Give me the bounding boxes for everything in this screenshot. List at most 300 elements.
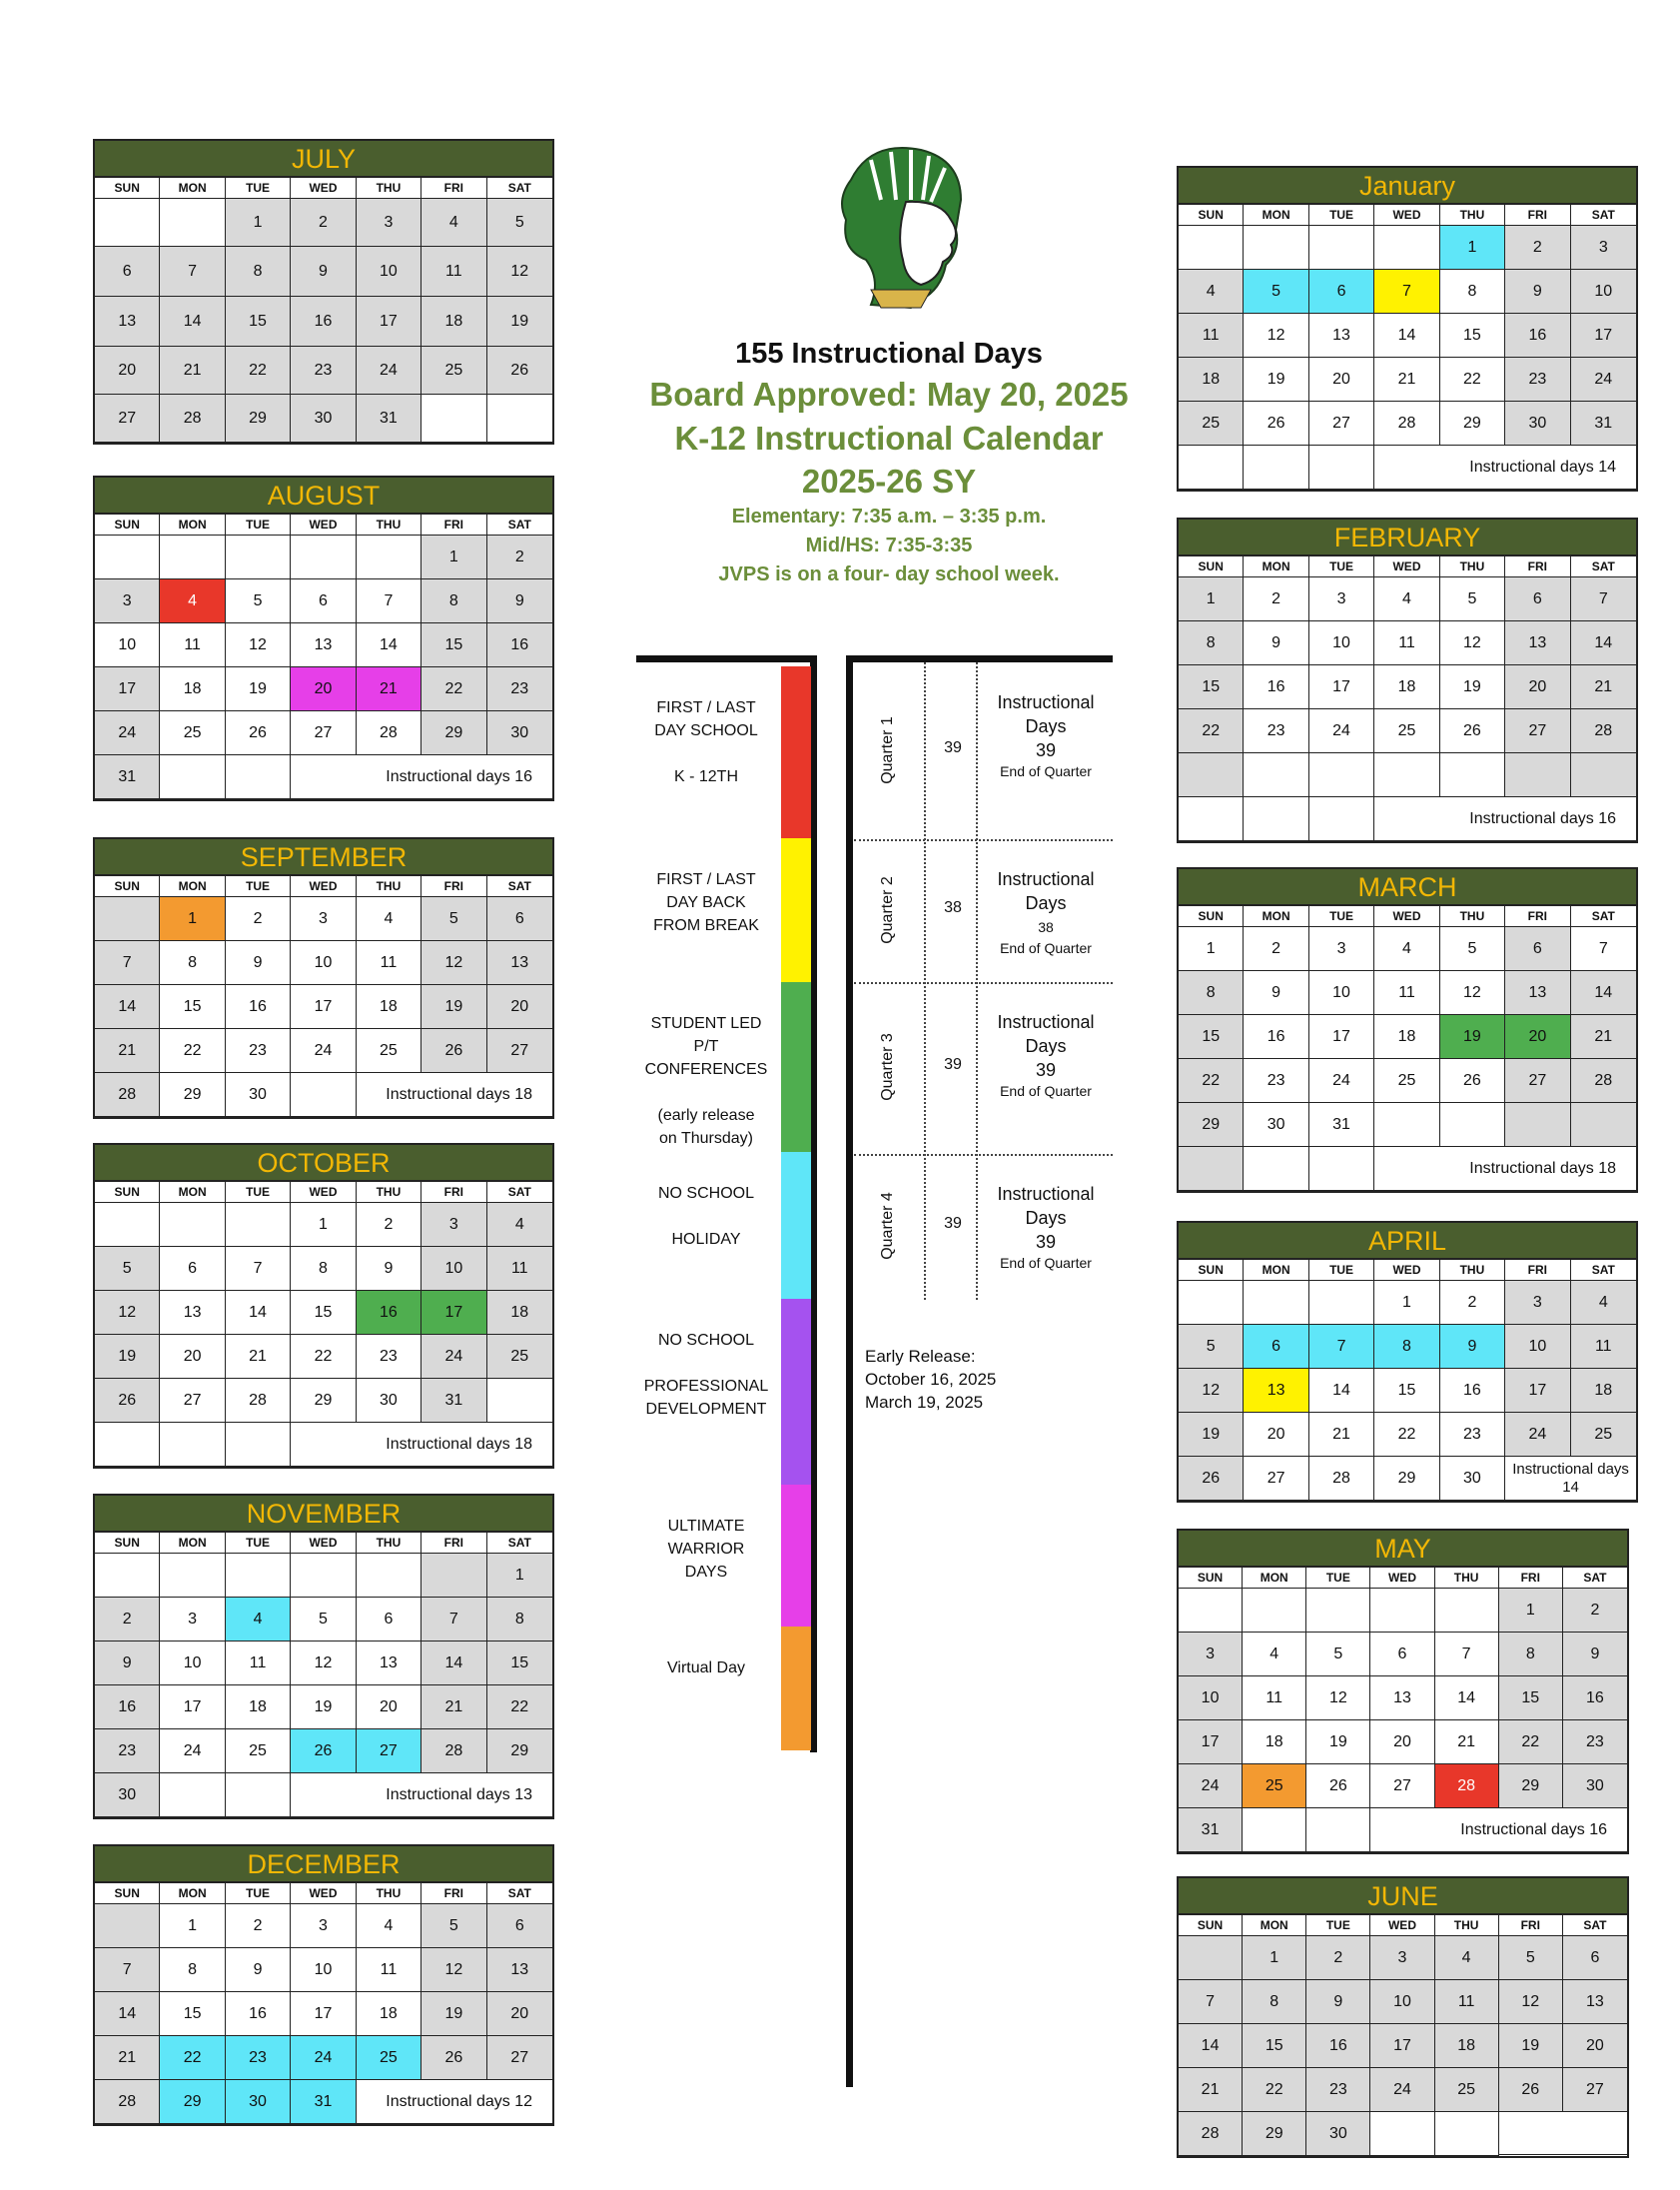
day-cell: 13 (1309, 314, 1374, 358)
weekday-header: TUE (226, 178, 291, 199)
day-cell: 13 (1370, 1676, 1434, 1720)
weekday-header: WED (291, 1533, 356, 1554)
day-cell: 1 (1179, 927, 1244, 971)
empty-cell (1309, 446, 1374, 490)
day-cell: 17 (1571, 314, 1636, 358)
day-cell: 11 (1374, 621, 1439, 665)
day-cell: 7 (1309, 1325, 1374, 1369)
day-cell: 15 (1499, 1676, 1563, 1720)
day-cell: 12 (1179, 1369, 1244, 1413)
weekday-header: FRI (421, 876, 486, 897)
legend-color-swatch (781, 1485, 811, 1627)
day-cell: 18 (357, 985, 421, 1029)
empty-cell (1374, 753, 1439, 797)
day-cell: 25 (1179, 402, 1244, 446)
empty-cell (1244, 1147, 1308, 1191)
month-grid (1179, 556, 1636, 841)
empty-cell (1243, 1808, 1306, 1852)
weekday-header: SUN (1179, 205, 1244, 226)
weekday-header: SUN (1179, 1260, 1244, 1281)
day-cell: 11 (226, 1642, 291, 1685)
day-cell: 4 (1243, 1633, 1306, 1676)
weekday-header: WED (1370, 1915, 1434, 1936)
day-cell: 18 (160, 667, 225, 711)
month-title: DECEMBER (95, 1846, 552, 1883)
quarter-day-count: 39 (944, 1056, 962, 1073)
day-cell: 2 (1244, 577, 1308, 621)
quarter-separator (854, 982, 1113, 984)
empty-cell (1244, 226, 1308, 270)
day-cell: 27 (1563, 2068, 1627, 2112)
day-cell: 12 (291, 1642, 356, 1685)
midhs-hours: Mid/HS: 7:35-3:35 (805, 535, 973, 556)
day-cell: 30 (1244, 1103, 1308, 1147)
day-cell: 8 (1440, 270, 1505, 314)
weekday-header: TUE (226, 1182, 291, 1203)
day-cell: 6 (487, 1904, 552, 1948)
weekday-header: SUN (1179, 1568, 1243, 1589)
weekday-header: FRI (1499, 1915, 1563, 1936)
day-cell: 25 (487, 1335, 552, 1379)
day-cell: 16 (1563, 1676, 1627, 1720)
day-cell: 2 (1244, 927, 1308, 971)
month-title: SEPTEMBER (95, 839, 552, 876)
elementary-hours: Elementary: 7:35 a.m. – 3:35 p.m. (731, 506, 1047, 528)
day-cell: 27 (1505, 1059, 1570, 1103)
day-cell: 9 (1244, 971, 1308, 1015)
day-cell: 29 (1374, 1457, 1439, 1501)
day-cell: 9 (487, 579, 552, 623)
weekday-header: WED (291, 1182, 356, 1203)
instructional-days-note: Instructional days 18 (291, 1423, 552, 1467)
day-cell: 4 (1374, 927, 1439, 971)
day-cell: 26 (1179, 1457, 1244, 1501)
day-cell: 6 (1309, 270, 1374, 314)
four-day-week-note: JVPS is on a four- day school week. (718, 563, 1060, 585)
quarter-label-text: Quarter 2 (878, 875, 896, 944)
day-cell: 15 (1179, 665, 1244, 709)
weekday-header: MON (160, 1533, 225, 1554)
day-cell: 2 (226, 1904, 291, 1948)
day-cell: 6 (1505, 577, 1570, 621)
day-cell: 6 (1370, 1633, 1434, 1676)
day-cell: 22 (487, 1685, 552, 1729)
day-cell: 1 (160, 897, 225, 941)
day-cell: 13 (1244, 1369, 1308, 1413)
weekday-header: TUE (1306, 1915, 1370, 1936)
day-cell: 16 (291, 297, 356, 347)
day-cell: 20 (487, 985, 552, 1029)
weekday-header: WED (1374, 1260, 1439, 1281)
empty-cell (487, 1379, 552, 1423)
quarter-divider-line (976, 662, 978, 1300)
weekday-header: THU (357, 1182, 421, 1203)
day-cell: 12 (1306, 1676, 1370, 1720)
quarter-description (979, 690, 1113, 780)
weekday-header: SUN (95, 515, 160, 536)
day-cell: 15 (487, 1642, 552, 1685)
day-cell: 28 (421, 1729, 486, 1773)
day-cell: 25 (1243, 1764, 1306, 1808)
day-cell: 31 (421, 1379, 486, 1423)
month-title: OCTOBER (95, 1145, 552, 1182)
quarter-desc-end: End of Quarter (1000, 940, 1092, 956)
day-cell: 25 (357, 2036, 421, 2080)
month-title: APRIL (1179, 1223, 1636, 1260)
empty-cell (1571, 753, 1636, 797)
month-calendar-may (1177, 1529, 1629, 1854)
weekday-header: MON (160, 515, 225, 536)
month-grid (95, 515, 552, 799)
empty-cell (95, 897, 160, 941)
day-cell: 8 (1374, 1325, 1439, 1369)
day-cell: 17 (357, 297, 421, 347)
day-cell: 5 (226, 579, 291, 623)
month-calendar-december (93, 1844, 554, 2126)
empty-cell (95, 1423, 160, 1467)
empty-cell (291, 1554, 356, 1598)
quarter-separator (854, 1154, 1113, 1156)
day-cell: 7 (1571, 927, 1636, 971)
empty-cell (1370, 1589, 1434, 1633)
quarter-separator (854, 839, 1113, 841)
month-grid (95, 1883, 552, 2124)
empty-cell (1179, 226, 1244, 270)
day-cell: 19 (1306, 1720, 1370, 1764)
empty-cell (291, 1073, 356, 1117)
day-cell: 24 (95, 711, 160, 755)
empty-cell (226, 1203, 291, 1247)
quarter-label (854, 875, 904, 944)
month-grid (1179, 205, 1636, 490)
day-cell: 19 (291, 1685, 356, 1729)
day-cell: 25 (357, 1029, 421, 1073)
day-cell: 14 (160, 297, 225, 347)
day-cell: 30 (226, 2080, 291, 2124)
day-cell: 10 (95, 623, 160, 667)
day-cell: 8 (160, 1948, 225, 1992)
day-cell: 25 (1374, 709, 1439, 753)
day-cell: 2 (226, 897, 291, 941)
quarter-label (854, 715, 904, 784)
day-cell: 25 (160, 711, 225, 755)
day-cell: 18 (1571, 1369, 1636, 1413)
day-cell: 17 (1370, 2024, 1434, 2068)
day-cell: 3 (1370, 1936, 1434, 1980)
instructional-days-note: Instructional days 18 (1374, 1147, 1636, 1191)
day-cell: 21 (1179, 2068, 1243, 2112)
month-grid (1179, 1568, 1627, 1852)
weekday-header: SAT (487, 515, 552, 536)
month-title: MAY (1179, 1531, 1627, 1568)
empty-cell (291, 536, 356, 579)
day-cell: 2 (357, 1203, 421, 1247)
instructional-days-note: Instructional days 14 (1374, 446, 1636, 490)
day-cell: 16 (226, 985, 291, 1029)
day-cell: 22 (1440, 358, 1505, 402)
day-cell: 18 (1243, 1720, 1306, 1764)
instructional-days-note: Instructional days 16 (291, 755, 552, 799)
day-cell: 13 (291, 623, 356, 667)
day-cell: 27 (487, 2036, 552, 2080)
month-grid (95, 876, 552, 1117)
empty-cell (1440, 753, 1505, 797)
day-cell: 5 (291, 1598, 356, 1642)
day-cell: 3 (291, 897, 356, 941)
day-cell: 26 (291, 1729, 356, 1773)
day-cell: 17 (1179, 1720, 1243, 1764)
day-cell: 30 (226, 1073, 291, 1117)
day-cell: 12 (226, 623, 291, 667)
day-cell: 17 (95, 667, 160, 711)
empty-cell (95, 1554, 160, 1598)
empty-cell (1179, 446, 1244, 490)
month-calendar-july (93, 139, 554, 445)
day-cell: 30 (1563, 1764, 1627, 1808)
weekday-header: FRI (421, 1182, 486, 1203)
weekday-header: FRI (1505, 205, 1570, 226)
instructional-days-note: Instructional days 14 (1505, 1457, 1636, 1501)
empty-cell (1571, 1103, 1636, 1147)
instructional-days-note: Instructional days 18 (357, 1073, 552, 1117)
day-cell: 28 (160, 395, 225, 443)
weekday-header: FRI (1505, 1260, 1570, 1281)
day-cell: 23 (487, 667, 552, 711)
weekday-header: SAT (487, 178, 552, 199)
day-cell: 30 (357, 1379, 421, 1423)
day-cell: 23 (1244, 1059, 1308, 1103)
day-cell: 27 (1370, 1764, 1434, 1808)
day-cell: 20 (1505, 1015, 1570, 1059)
weekday-header: MON (160, 1883, 225, 1904)
weekday-header: THU (1435, 1915, 1499, 1936)
day-cell: 8 (160, 941, 225, 985)
day-cell: 5 (1440, 577, 1505, 621)
day-cell: 29 (226, 395, 291, 443)
weekday-header: SUN (95, 876, 160, 897)
day-cell: 22 (291, 1335, 356, 1379)
day-cell: 29 (421, 711, 486, 755)
empty-cell (1179, 1589, 1243, 1633)
day-cell: 31 (291, 2080, 356, 2124)
day-cell: 13 (357, 1642, 421, 1685)
day-cell: 4 (1179, 270, 1244, 314)
day-cell: 26 (1306, 1764, 1370, 1808)
day-cell: 14 (1571, 621, 1636, 665)
day-cell: 7 (1571, 577, 1636, 621)
weekday-header: MON (1244, 906, 1308, 927)
day-cell: 10 (291, 941, 356, 985)
weekday-header: THU (357, 515, 421, 536)
day-cell: 8 (1243, 1980, 1306, 2024)
early-release-date: October 16, 2025 (865, 1370, 997, 1389)
day-cell: 7 (1435, 1633, 1499, 1676)
quarter-description (979, 1010, 1113, 1100)
day-cell: 27 (487, 1029, 552, 1073)
weekday-header: FRI (421, 1883, 486, 1904)
day-cell: 7 (95, 941, 160, 985)
day-cell: 20 (160, 1335, 225, 1379)
weekday-header: THU (357, 876, 421, 897)
day-cell: 4 (487, 1203, 552, 1247)
day-cell: 6 (95, 247, 160, 297)
day-cell: 28 (1374, 402, 1439, 446)
day-cell: 28 (1571, 709, 1636, 753)
day-cell: 8 (1179, 621, 1244, 665)
day-cell: 2 (291, 199, 356, 247)
day-cell: 12 (95, 1291, 160, 1335)
day-cell: 4 (1374, 577, 1439, 621)
day-cell: 12 (421, 1948, 486, 1992)
legend-color-swatch (781, 666, 811, 838)
weekday-header: SUN (1179, 906, 1244, 927)
day-cell: 4 (1435, 1936, 1499, 1980)
day-cell: 16 (1244, 1015, 1308, 1059)
school-logo-chief-icon (811, 140, 981, 310)
legend-label: STUDENT LED P/T CONFERENCES (early release on Thursday) (644, 1015, 768, 1147)
day-cell: 11 (487, 1247, 552, 1291)
empty-cell (1179, 1281, 1244, 1325)
day-cell: 13 (1505, 621, 1570, 665)
quarter-desc-title: Instructional Days (997, 1012, 1095, 1056)
day-cell: 16 (226, 1992, 291, 2036)
legend-rule-vertical (810, 655, 817, 1752)
day-cell: 3 (291, 1904, 356, 1948)
day-cell: 24 (291, 2036, 356, 2080)
day-cell: 14 (1374, 314, 1439, 358)
month-calendar-january (1177, 166, 1638, 492)
legend-label: FIRST / LAST DAY BACK FROM BREAK (653, 871, 759, 934)
day-cell: 22 (160, 1029, 225, 1073)
day-cell: 3 (1571, 226, 1636, 270)
board-approved-date: Board Approved: May 20, 2025 (649, 376, 1129, 413)
day-cell: 10 (1179, 1676, 1243, 1720)
day-cell: 20 (357, 1685, 421, 1729)
day-cell: 14 (1179, 2024, 1243, 2068)
empty-cell (1306, 1589, 1370, 1633)
day-cell: 13 (160, 1291, 225, 1335)
day-cell: 5 (1179, 1325, 1244, 1369)
weekday-header: TUE (1309, 556, 1374, 577)
day-cell: 16 (357, 1291, 421, 1335)
day-cell: 20 (1505, 665, 1570, 709)
day-cell: 29 (1243, 2112, 1306, 2156)
day-cell: 10 (1505, 1325, 1570, 1369)
month-calendar-november (93, 1494, 554, 1819)
day-cell: 4 (421, 199, 486, 247)
weekday-header: TUE (226, 515, 291, 536)
empty-cell (1499, 2112, 1627, 2155)
day-cell: 16 (1440, 1369, 1505, 1413)
day-cell: 18 (1374, 1015, 1439, 1059)
day-cell: 12 (1440, 621, 1505, 665)
quarter-day-count: 39 (944, 1215, 962, 1232)
day-cell: 17 (291, 1992, 356, 2036)
day-cell: 28 (95, 1073, 160, 1117)
empty-cell (1309, 1281, 1374, 1325)
school-year: 2025-26 SY (801, 463, 977, 500)
day-cell: 6 (357, 1598, 421, 1642)
day-cell: 31 (1309, 1103, 1374, 1147)
weekday-header: SUN (95, 1182, 160, 1203)
quarter-label-text: Quarter 1 (878, 715, 896, 784)
day-cell: 9 (226, 1948, 291, 1992)
empty-cell (357, 1554, 421, 1598)
instructional-days-note: Instructional days 12 (357, 2080, 552, 2124)
month-grid (95, 178, 552, 443)
day-cell: 2 (95, 1598, 160, 1642)
day-cell: 1 (1374, 1281, 1439, 1325)
day-cell: 11 (1435, 1980, 1499, 2024)
day-cell: 21 (1374, 358, 1439, 402)
day-cell: 24 (160, 1729, 225, 1773)
day-cell: 18 (357, 1992, 421, 2036)
legend-label: NO SCHOOL HOLIDAY (657, 1185, 754, 1248)
quarter-label (854, 1192, 904, 1260)
day-cell: 22 (421, 667, 486, 711)
day-cell: 9 (357, 1247, 421, 1291)
weekday-header: MON (160, 178, 225, 199)
day-cell: 26 (487, 347, 552, 395)
quarter-desc-count: 39 (1035, 1060, 1057, 1080)
day-cell: 29 (160, 2080, 225, 2124)
day-cell: 21 (95, 1029, 160, 1073)
day-cell: 31 (1179, 1808, 1243, 1852)
day-cell: 1 (1440, 226, 1505, 270)
day-cell: 19 (1440, 1015, 1505, 1059)
day-cell: 28 (1309, 1457, 1374, 1501)
empty-cell (421, 1554, 486, 1598)
weekday-header: SAT (487, 1533, 552, 1554)
empty-cell (95, 1904, 160, 1948)
empty-cell (1309, 797, 1374, 841)
day-cell: 14 (357, 623, 421, 667)
empty-cell (226, 1423, 291, 1467)
day-cell: 21 (226, 1335, 291, 1379)
day-cell: 24 (1571, 358, 1636, 402)
weekday-header: THU (1440, 906, 1505, 927)
day-cell: 16 (487, 623, 552, 667)
day-cell: 30 (487, 711, 552, 755)
weekday-header: SUN (95, 1533, 160, 1554)
day-cell: 25 (1374, 1059, 1439, 1103)
day-cell: 2 (1306, 1936, 1370, 1980)
day-cell: 22 (226, 347, 291, 395)
empty-cell (1505, 1103, 1570, 1147)
day-cell: 9 (1440, 1325, 1505, 1369)
day-cell: 17 (1309, 1015, 1374, 1059)
day-cell: 2 (1505, 226, 1570, 270)
day-cell: 26 (95, 1379, 160, 1423)
month-calendar-september (93, 837, 554, 1119)
day-cell: 3 (1179, 1633, 1243, 1676)
day-cell: 15 (1440, 314, 1505, 358)
day-cell: 14 (1435, 1676, 1499, 1720)
day-cell: 11 (1243, 1676, 1306, 1720)
weekday-header: SUN (1179, 1915, 1243, 1936)
day-cell: 22 (1179, 709, 1244, 753)
empty-cell (1440, 1103, 1505, 1147)
day-cell: 28 (226, 1379, 291, 1423)
day-cell: 23 (291, 347, 356, 395)
month-calendar-march (1177, 867, 1638, 1193)
weekday-header: SUN (95, 178, 160, 199)
day-cell: 27 (1244, 1457, 1308, 1501)
legend-label: FIRST / LAST DAY SCHOOL K - 12TH (654, 699, 758, 785)
day-cell: 8 (487, 1598, 552, 1642)
day-cell: 20 (1244, 1413, 1308, 1457)
weekday-header: WED (1370, 1568, 1434, 1589)
